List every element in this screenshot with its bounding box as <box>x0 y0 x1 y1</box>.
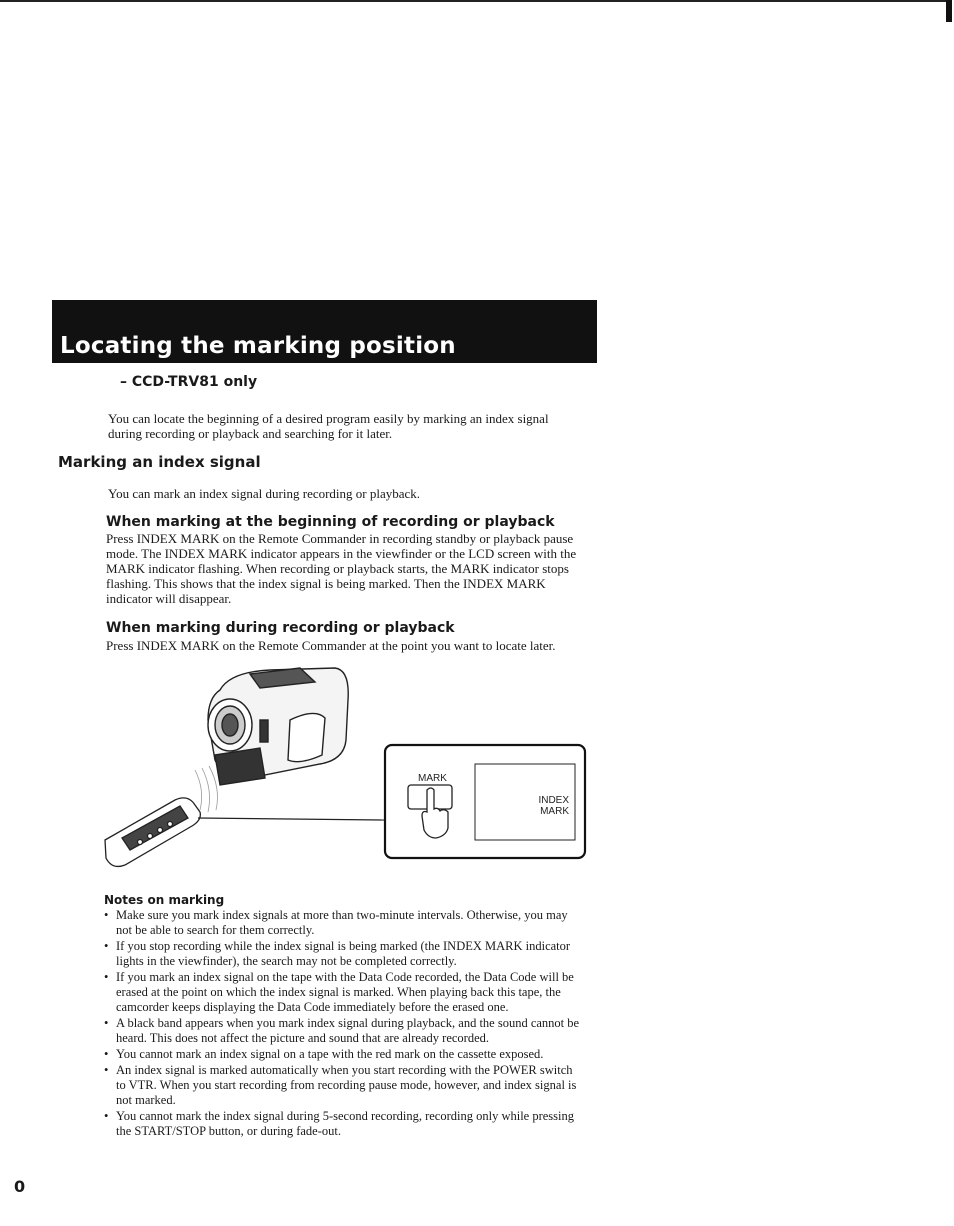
infrared-beam <box>195 766 217 812</box>
notes-list <box>104 908 584 1140</box>
index-mark-illustration <box>100 660 590 875</box>
notes-heading: Notes on marking <box>104 893 225 907</box>
model-subtitle: – CCD-TRV81 only <box>120 374 258 390</box>
section-intro: You can mark an index signal during recording or playback. <box>108 486 421 501</box>
list-item: • You cannot mark an index signal on a tape with the red mark on the cassette exposed. <box>104 1047 584 1062</box>
list-item: • If you stop recording while the index signal is being marked (the INDEX MARK indicator lights in the viewfinder), the search may not be completed correctly. <box>104 939 584 969</box>
section-heading: Marking an index signal <box>58 453 261 471</box>
sub2-heading: When marking during recording or playback <box>106 620 455 636</box>
camcorder-icon <box>208 668 348 785</box>
title-bar <box>52 300 597 363</box>
sub2-text: Press INDEX MARK on the Remote Commander at the point you want to locate later. <box>106 638 556 653</box>
sub1-heading: When marking at the beginning of recording or playback <box>106 514 555 530</box>
mark-button-label: MARK <box>418 773 447 784</box>
list-item: • A black band appears when you mark index signal during playback, and the sound cannot be heard. This does not affect the picture and sound that are already recorded. <box>104 1016 584 1046</box>
remote-commander-icon <box>105 798 200 867</box>
connector-line <box>198 818 385 820</box>
list-item: • Make sure you mark index signals at more than two-minute intervals. Otherwise, you may not be able to search for them correctly. <box>104 908 584 938</box>
corner-mark <box>946 0 952 22</box>
list-item: • An index signal is marked automatically when you start recording with the POWER switch to VTR. When you start recording from recording pause mode, however, and index signal is not marked. <box>104 1063 584 1108</box>
intro-paragraph: You can locate the beginning of a desired program easily by marking an index signal during recording or playback and searching for it later. <box>108 411 549 441</box>
screen-mark-label: MARK <box>540 806 569 817</box>
page-number: 0 <box>14 1177 26 1196</box>
sub1-text: Press INDEX MARK on the Remote Commander in recording standby or playback pause mode. The INDEX MARK indicator appears in the viewfinder or the LCD screen with the MARK indicator flashing. When recording or playback starts, the MARK indicator stops flashing. This shows that the index signal is being marked. Then the INDEX MARK indicator will disappear. <box>106 531 577 606</box>
list-item: • You cannot mark the index signal during 5-second recording, recording only while pressing the START/STOP button, or during fade-out. <box>104 1109 584 1139</box>
page-title: Locating the marking position <box>60 333 456 359</box>
list-item: • If you mark an index signal on the tape with the Data Code recorded, the Data Code will be erased at the point on which the index signal is marked. When playing back this tape, the camcorder keeps displaying the Data Code immediately before the erased one. <box>104 970 584 1015</box>
screen-index-label: INDEX <box>538 795 569 806</box>
top-rule <box>0 0 946 2</box>
